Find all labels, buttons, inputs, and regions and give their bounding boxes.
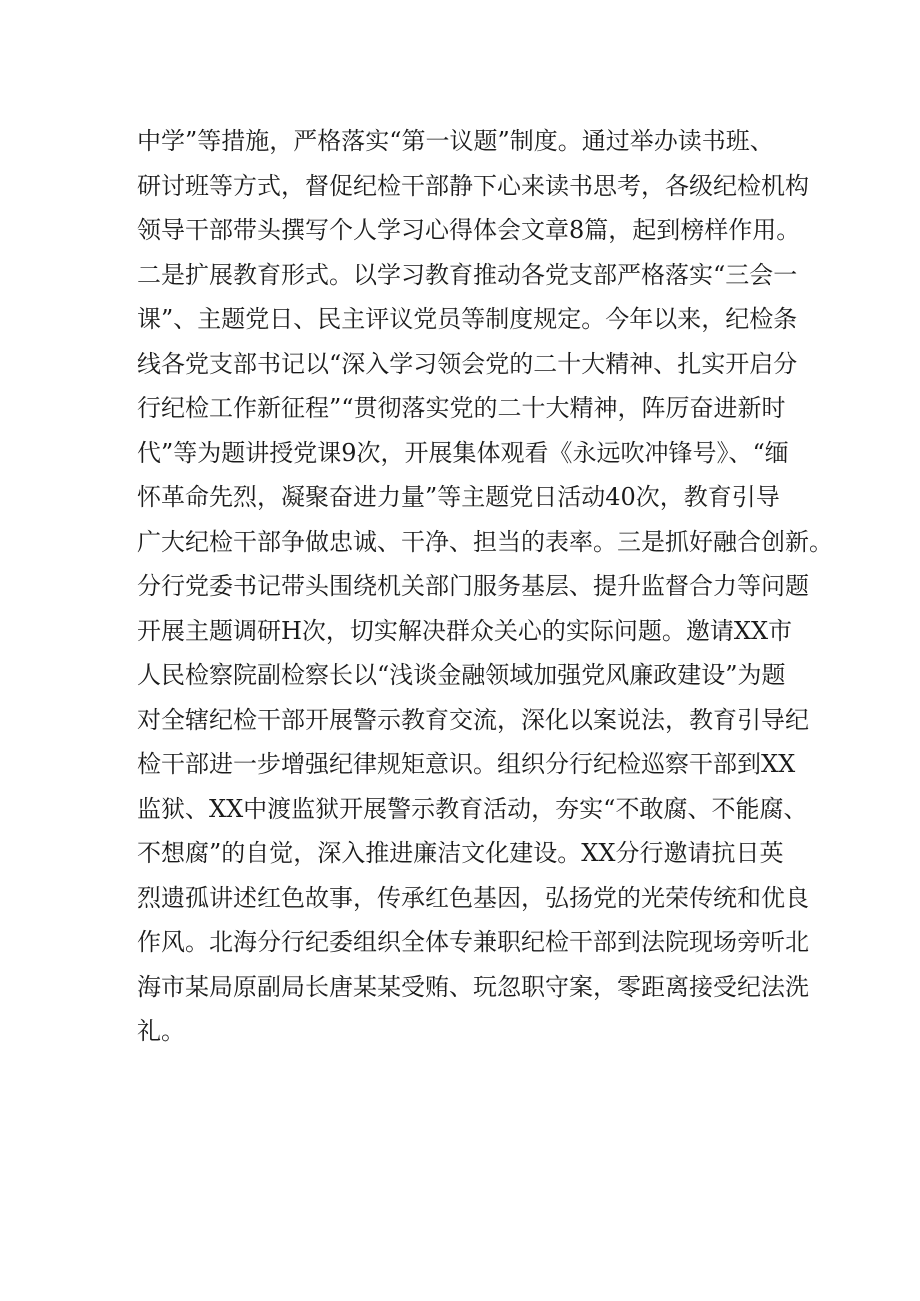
body-paragraph	[137, 119, 833, 1054]
text-line: 监狱、XX中渡监狱开展警示教育活动，夯实“不敢腐、不能腐、	[137, 794, 808, 823]
text-line: 线各党支部书记以“深入学习领会党的二十大精神、扎实开启分	[137, 349, 798, 378]
text-line: 行纪检工作新征程”“贯彻落实党的二十大精神，阵厉奋进新时	[137, 394, 786, 422]
text-line: 分行党委书记带头围绕机关部门服务基层、提升监督合力等问题	[137, 572, 809, 600]
text-line: 广大纪检干部争做忠诚、干净、担当的表率。三是抓好融合创新。	[137, 527, 833, 556]
text-line: 怀革命先烈，凝聚奋进力量”等主题党日活动40次，教育引导	[137, 483, 780, 511]
text-line: 海市某局原副局长唐某某受贿、玩忽职守案，零距离接受纪法洗	[137, 972, 809, 1001]
text-line: 课”、主题党日、民主评议党员等制度规定。今年以来，纪检条	[137, 305, 798, 333]
text-line: 研讨班等方式，督促纪检干部静下心来读书思考，各级纪检机构	[137, 171, 809, 200]
text-line: 人民检察院副检察长以“浅谈金融领域加强党风廉政建设”为题	[137, 661, 786, 689]
text-line: 对全辖纪检干部开展警示教育交流，深化以案说法，教育引导纪	[137, 705, 809, 734]
text-line: 检干部进一步增强纪律规矩意识。组织分行纪检巡察干部到XX	[137, 750, 796, 778]
text-line: 开展主题调研H次，切实解决群众关心的实际问题。邀请XX市	[137, 616, 793, 645]
text-line: 烈遗孤讲述红色故事，传承红色基因，弘扬党的光荣传统和优良	[137, 883, 809, 912]
text-line: 领导干部带头撰写个人学习心得体会文章8篇，起到榜样作用。	[137, 216, 801, 244]
text-line: 代”等为题讲授党课9次，开展集体观看《永远吹冲锋号》、“缅	[137, 438, 789, 467]
text-line: 二是扩展教育形式。以学习教育推动各党支部严格落实“三会一	[137, 260, 798, 289]
text-line: 作风。北海分行纪委组织全体专兼职纪检干部到法院现场旁听北	[137, 928, 809, 956]
text-line: 礼。	[137, 1017, 185, 1045]
text-line: 中学”等措施，严格落实“第一议题”制度。通过举办读书班、	[137, 127, 774, 155]
text-line: 不想腐”的自觉，深入推进廉洁文化建设。XX分行邀请抗日英	[137, 839, 784, 867]
